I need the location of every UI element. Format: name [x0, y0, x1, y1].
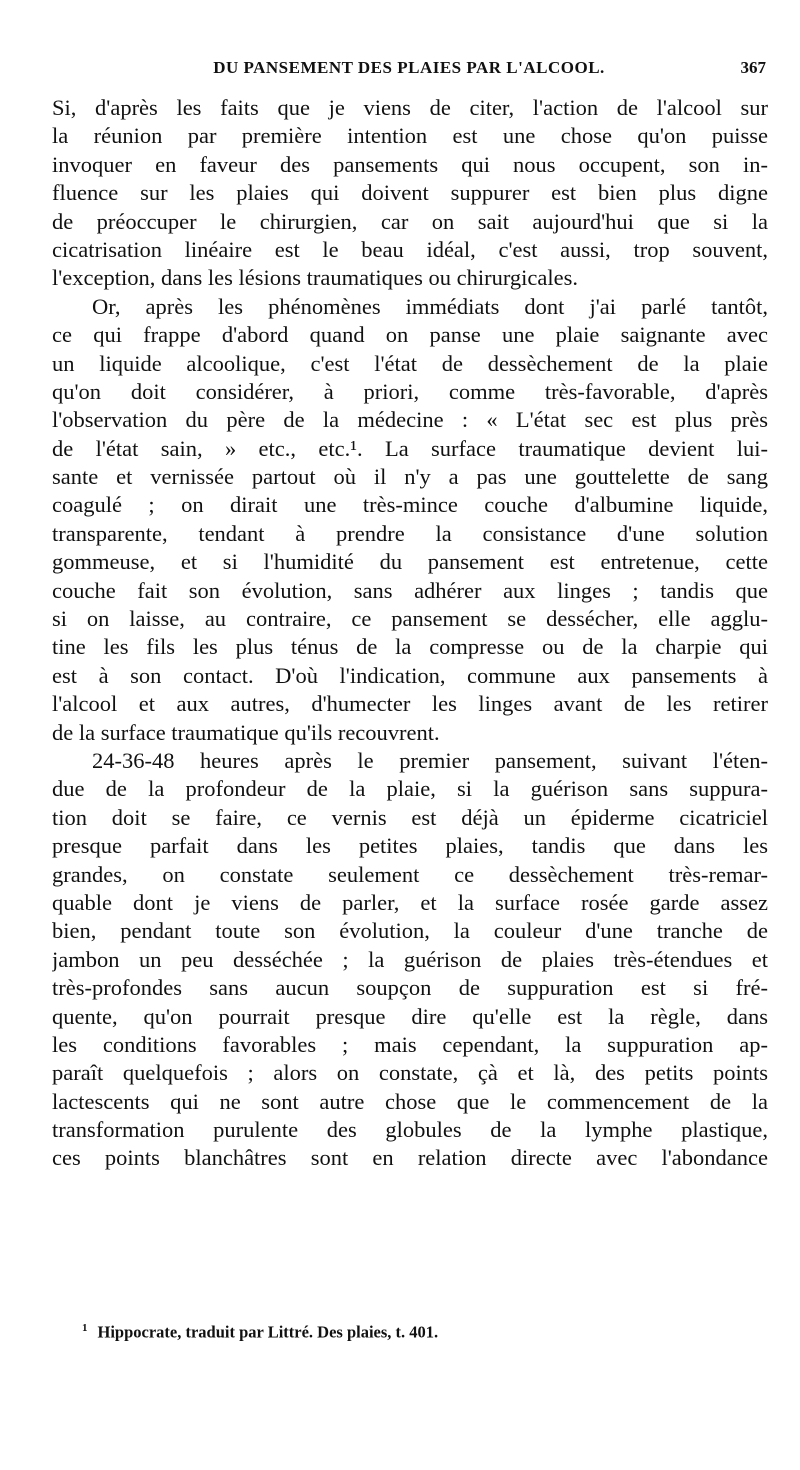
text-line: due de la profondeur de la plaie, si la guérison sans suppura-: [52, 776, 768, 802]
text-line: transparente, tendant à prendre la consistance d'une solution: [52, 520, 768, 546]
text-line: est à son contact. D'où l'indication, commune aux pansements à: [52, 662, 768, 688]
text-line: 24-36-48 heures après le premier pansement, suivant l'éten-: [92, 747, 768, 773]
text-line: paraît quelquefois ; alors on constate, çà et là, des petits points: [52, 1060, 768, 1086]
text-line: tine les fils les plus ténus de la compresse ou de la charpie qui: [52, 634, 768, 660]
text-line: sante et vernissée partout où il n'y a pas une gouttelette de sang: [52, 464, 768, 490]
text-line: tion doit se faire, ce vernis est déjà un épiderme cicatriciel: [52, 804, 768, 830]
text-line: transformation purulente des globules de la lymphe plastique,: [52, 1117, 768, 1143]
footnote-mark: 1: [82, 1322, 88, 1334]
text-line: les conditions favorables ; mais cependant, la suppuration ap-: [52, 1031, 768, 1057]
text-line: quente, qu'on pourrait presque dire qu'elle est la règle, dans: [52, 1003, 768, 1029]
text-line: l'alcool et aux autres, d'humecter les linges avant de les retirer: [52, 691, 768, 717]
text-line: l'observation du père de la médecine : « L'état sec est plus près: [52, 407, 768, 433]
text-line: l'exception, dans les lésions traumatiques ou chirurgicales.: [52, 265, 579, 291]
text-line: coagulé ; on dirait une très-mince couche d'albumine liquide,: [52, 492, 768, 518]
text-line: presque parfait dans les petites plaies, tandis que dans les: [52, 833, 768, 859]
text-line: invoquer en faveur des pansements qui nous occupent, son in-: [52, 151, 768, 177]
text-line: ce qui frappe d'abord quand on panse une plaie saignante avec: [52, 322, 768, 348]
text-line: qu'on doit considérer, à priori, comme très-favorable, d'après: [52, 378, 768, 404]
text-line: lactescents qui ne sont autre chose que le commencement de la: [52, 1088, 768, 1114]
text-line: de la surface traumatique qu'ils recouvrent.: [52, 719, 440, 745]
body-text: [52, 94, 768, 1173]
text-line: couche fait son évolution, sans adhérer aux linges ; tandis que: [52, 577, 768, 603]
text-line: la réunion par première intention est une chose qu'on puisse: [52, 123, 768, 149]
text-line: très-profondes sans aucun soupçon de suppuration est si fré-: [52, 975, 768, 1001]
text-line: Or, après les phénomènes immédiats dont j'ai parlé tantôt,: [92, 293, 768, 319]
running-title: DU PANSEMENT DES PLAIES PAR L'ALCOOL.: [213, 58, 605, 77]
page-number: 367: [740, 58, 766, 77]
text-line: quable dont je viens de parler, et la surface rosée garde assez: [52, 889, 768, 915]
text-line: de l'état sain, » etc., etc.¹. La surface traumatique devient lui-: [52, 435, 768, 461]
footnote: [82, 1322, 438, 1343]
text-line: bien, pendant toute son évolution, la couleur d'une tranche de: [52, 918, 768, 944]
text-line: fluence sur les plaies qui doivent suppurer est bien plus digne: [52, 180, 768, 206]
text-line: cicatrisation linéaire est le beau idéal, c'est aussi, trop souvent,: [52, 236, 768, 262]
text-line: jambon un peu desséchée ; la guérison de plaies très-étendues et: [52, 946, 768, 972]
text-line: un liquide alcoolique, c'est l'état de dessèchement de la plaie: [52, 350, 768, 376]
running-head: [52, 58, 766, 88]
footnote-text: Hippocrate, traduit par Littré. Des plaies, t. 401.: [97, 1322, 439, 1342]
text-line: Si, d'après les faits que je viens de citer, l'action de l'alcool sur: [52, 95, 768, 120]
text-line: ces points blanchâtres sont en relation directe avec l'abondance: [52, 1145, 768, 1171]
text-line: de préoccuper le chirurgien, car on sait aujourd'hui que si la: [52, 208, 768, 234]
text-line: grandes, on constate seulement ce dessèchement très-remar-: [52, 861, 768, 887]
text-line: gommeuse, et si l'humidité du pansement est entretenue, cette: [52, 549, 768, 575]
text-line: si on laisse, au contraire, ce pansement se dessécher, elle agglu-: [52, 606, 768, 632]
